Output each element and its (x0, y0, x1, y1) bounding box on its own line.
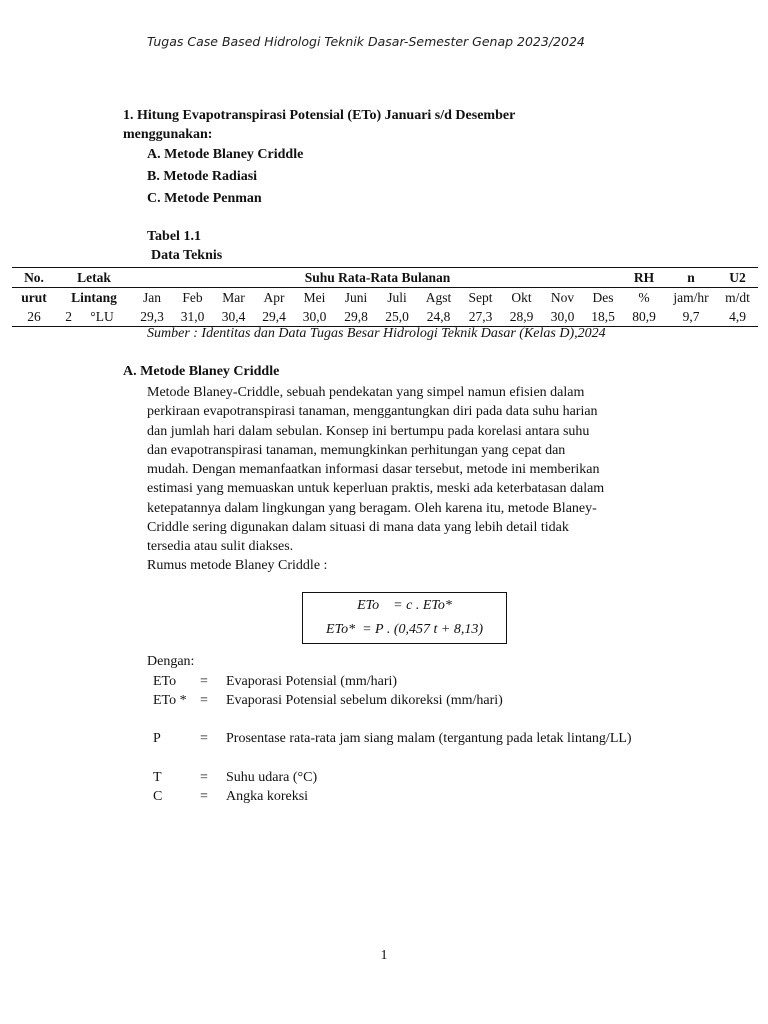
cell-temp-juni: 29,8 (335, 307, 377, 327)
cell-no: 26 (12, 307, 56, 327)
definition-equals: = (200, 674, 208, 689)
table-source: Sumber : Identitas dan Data Tugas Besar Hidrologi Teknik Dasar (Kelas D),2024 (147, 326, 606, 341)
definition-text: Suhu udara (°C) (226, 770, 318, 785)
header-suhu: Suhu Rata-Rata Bulanan (132, 268, 623, 288)
header-no: No. (12, 268, 56, 288)
paragraph-line: estimasi yang memuaskan untuk keperluan praktis, meski ada keterbatasan dalam (147, 481, 605, 497)
month-feb: Feb (182, 289, 203, 305)
cell-temp-feb: 31,0 (172, 307, 213, 327)
section-title: A. Metode Blaney Criddle (123, 364, 280, 379)
cell-lintang-unit: °LU (72, 307, 132, 327)
formula-label: Rumus metode Blaney Criddle : (147, 558, 328, 573)
table-subheader-row (12, 288, 758, 308)
paragraph-line: mudah. Dengan memanfaatkan informasi dasar tersebut, metode ini memberikan (147, 462, 600, 478)
method-c: C. Metode Penman (147, 191, 262, 206)
header-rh: RH (623, 268, 665, 288)
cell-temp-mar: 30,4 (213, 307, 254, 327)
definition-symbol: ETo (153, 674, 177, 689)
table-row (12, 307, 758, 327)
question-line-2: menggunakan: (123, 127, 213, 142)
paragraph-line: dan evapotranspirasi tanaman, memungkinkan perhitungan yang cepat dan (147, 442, 566, 458)
header-n: n (665, 268, 717, 288)
month-jan: Jan (143, 289, 161, 305)
definition-symbol: C (153, 789, 163, 804)
month-apr: Apr (263, 289, 285, 305)
definition-text: Angka koreksi (226, 789, 309, 804)
cell-temp-nov: 30,0 (542, 307, 583, 327)
table-subcaption: Data Teknis (151, 248, 223, 263)
page-number: 1 (380, 948, 388, 963)
cell-u2: 4,9 (717, 307, 758, 327)
definitions-label: Dengan: (147, 654, 195, 669)
definition-text: Evaporasi Potensial (mm/hari) (226, 674, 398, 689)
month-okt: Okt (511, 289, 532, 305)
unit-n: jam/hr (673, 289, 709, 305)
paragraph-line: dan jumlah hari dalam sebulan. Konsep ini bertumpu pada korelasi antara suhu (147, 423, 590, 439)
definition-equals: = (200, 789, 208, 804)
paragraph-line: Metode Blaney-Criddle, sebuah pendekatan yang simpel namun efisien dalam (147, 385, 585, 400)
month-agst: Agst (425, 289, 452, 305)
month-sept: Sept (468, 289, 493, 305)
cell-temp-apr: 29,4 (254, 307, 294, 327)
data-table (12, 267, 758, 327)
method-a: A. Metode Blaney Criddle (147, 147, 304, 162)
definition-equals: = (200, 693, 208, 708)
month-juni: Juni (344, 289, 368, 305)
definition-equals: = (200, 770, 208, 785)
table-header-row (12, 268, 758, 288)
cell-n: 9,7 (665, 307, 717, 327)
page-header: Tugas Case Based Hidrologi Teknik Dasar-Semester Genap 2023/2024 (147, 34, 585, 49)
definition-symbol: P (153, 731, 161, 746)
month-nov: Nov (550, 289, 575, 305)
paragraph-line: tersedia atau sulit diakses. (147, 539, 294, 555)
cell-temp-mei: 30,0 (294, 307, 335, 327)
month-mei: Mei (303, 289, 326, 305)
header-urut: urut (21, 289, 47, 305)
paragraph-line: Criddle sering digunakan dalam situasi di mana data yang lebih detail tidak (147, 520, 569, 536)
definition-symbol: T (153, 770, 162, 785)
definition-text: Evaporasi Potensial sebelum dikoreksi (mm/hari) (226, 693, 503, 708)
cell-temp-jan: 29,3 (132, 307, 172, 327)
cell-temp-des: 18,5 (583, 307, 623, 327)
cell-temp-okt: 28,9 (501, 307, 542, 327)
cell-rh: 80,9 (623, 307, 665, 327)
cell-temp-agst: 24,8 (417, 307, 460, 327)
definition-symbol: ETo * (153, 693, 187, 708)
cell-temp-juli: 25,0 (377, 307, 417, 327)
question-title (123, 106, 583, 144)
month-mar: Mar (222, 289, 245, 305)
month-juli: Juli (387, 289, 407, 305)
paragraph-line: perkiraan evapotranspirasi tanaman, menggantungkan diri pada data suhu harian (147, 404, 598, 420)
unit-u2: m/dt (725, 289, 750, 305)
method-b: B. Metode Radiasi (147, 169, 258, 184)
header-u2: U2 (717, 268, 758, 288)
month-des: Des (592, 289, 614, 305)
cell-temp-sept: 27,3 (460, 307, 501, 327)
cell-lintang-value: 2 (56, 307, 72, 327)
formula-eto: ETo = c . ETo* (357, 598, 452, 613)
definition-equals: = (200, 731, 208, 746)
formula-box (302, 592, 507, 644)
unit-rh: % (638, 289, 650, 305)
paragraph-line: ketepatannya dalam lingkungan yang beragam. Oleh karena itu, metode Blaney- (147, 500, 597, 516)
question-line-1: 1. Hitung Evapotranspirasi Potensial (ETo) Januari s/d Desember (123, 108, 516, 123)
definition-text: Prosentase rata-rata jam siang malam (tergantung pada letak lintang/LL) (226, 731, 632, 746)
table-caption: Tabel 1.1 (147, 229, 201, 244)
formula-eto-star: ETo* = P . (0,457 t + 8,13) (326, 622, 483, 637)
header-lintang: Lintang (71, 289, 117, 305)
header-letak: Letak (56, 268, 132, 288)
section-paragraph (147, 383, 652, 557)
